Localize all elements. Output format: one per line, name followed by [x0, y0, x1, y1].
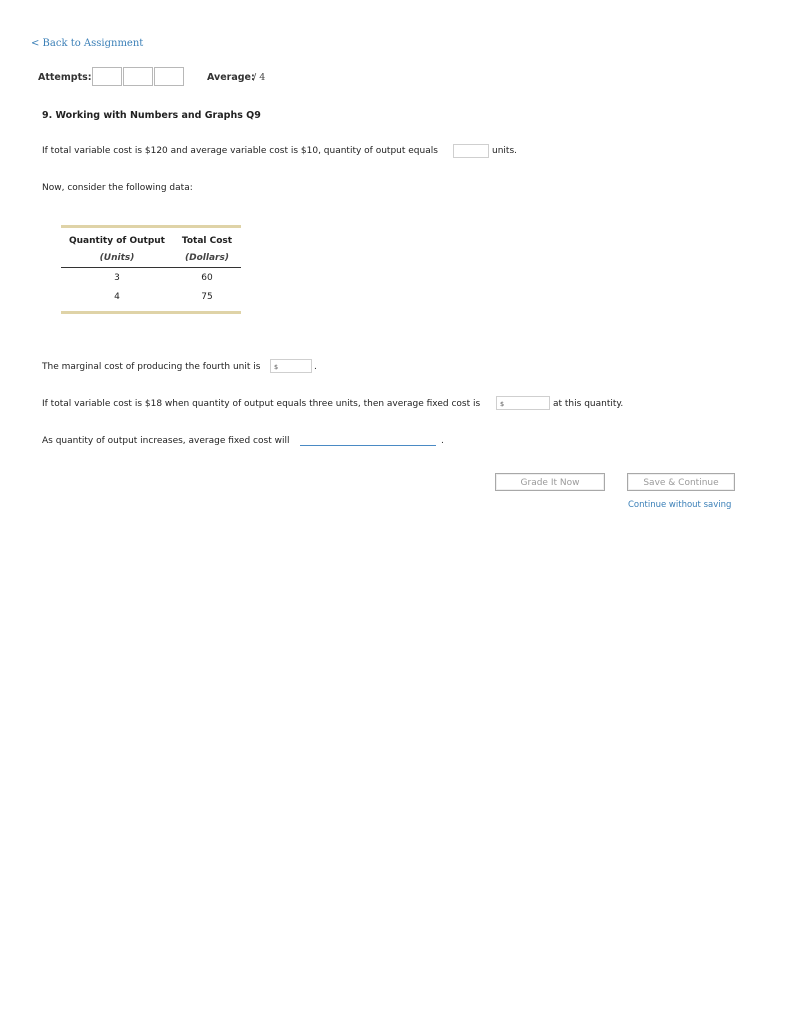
table-bottom-bar — [61, 311, 241, 314]
back-to-assignment-link[interactable]: < Back to Assignment — [31, 38, 144, 49]
marginal-cost-period: . — [314, 362, 317, 372]
average-value: / 4 — [253, 72, 266, 83]
attempts-label: Attempts: — [38, 72, 92, 83]
marginal-cost-input[interactable]: $ — [270, 359, 312, 373]
table-header-rule — [61, 267, 241, 268]
units-label: units. — [492, 146, 517, 156]
afc-trend-period: . — [441, 436, 444, 446]
grade-it-now-button[interactable]: Grade It Now — [495, 473, 605, 491]
table-cell: 60 — [201, 273, 213, 283]
table-top-bar — [61, 225, 241, 228]
header-total-cost: Total Cost — [181, 236, 233, 246]
table-cell: 75 — [201, 292, 213, 302]
subheader-units: (Units) — [99, 253, 135, 263]
attempt-box-1 — [92, 67, 122, 86]
subheader-dollars: (Dollars) — [185, 253, 229, 263]
afc-question: If total variable cost is $18 when quantity of output equals three units, then average fixed cost is — [42, 399, 481, 409]
marginal-cost-question: The marginal cost of producing the fourth unit is — [42, 362, 261, 372]
quantity-answer-input[interactable] — [453, 144, 489, 158]
average-label: Average: — [207, 72, 255, 83]
header-quantity: Quantity of Output — [69, 236, 165, 246]
afc-trend-dropdown[interactable] — [300, 445, 436, 446]
data-intro: Now, consider the following data: — [42, 183, 193, 193]
question-title: 9. Working with Numbers and Graphs Q9 — [42, 110, 261, 121]
afc-suffix: at this quantity. — [553, 399, 624, 409]
afc-trend-question: As quantity of output increases, average fixed cost will — [42, 436, 290, 446]
average-fixed-cost-input[interactable]: $ — [496, 396, 550, 410]
table-cell: 4 — [114, 292, 120, 302]
attempt-box-3 — [154, 67, 184, 86]
question-line-1: If total variable cost is $120 and average variable cost is $10, quantity of output equals — [42, 146, 438, 156]
table-cell: 3 — [114, 273, 120, 283]
attempt-box-2 — [123, 67, 153, 86]
save-and-continue-button[interactable]: Save & Continue — [627, 473, 735, 491]
continue-without-saving-link[interactable]: Continue without saving — [628, 500, 732, 510]
